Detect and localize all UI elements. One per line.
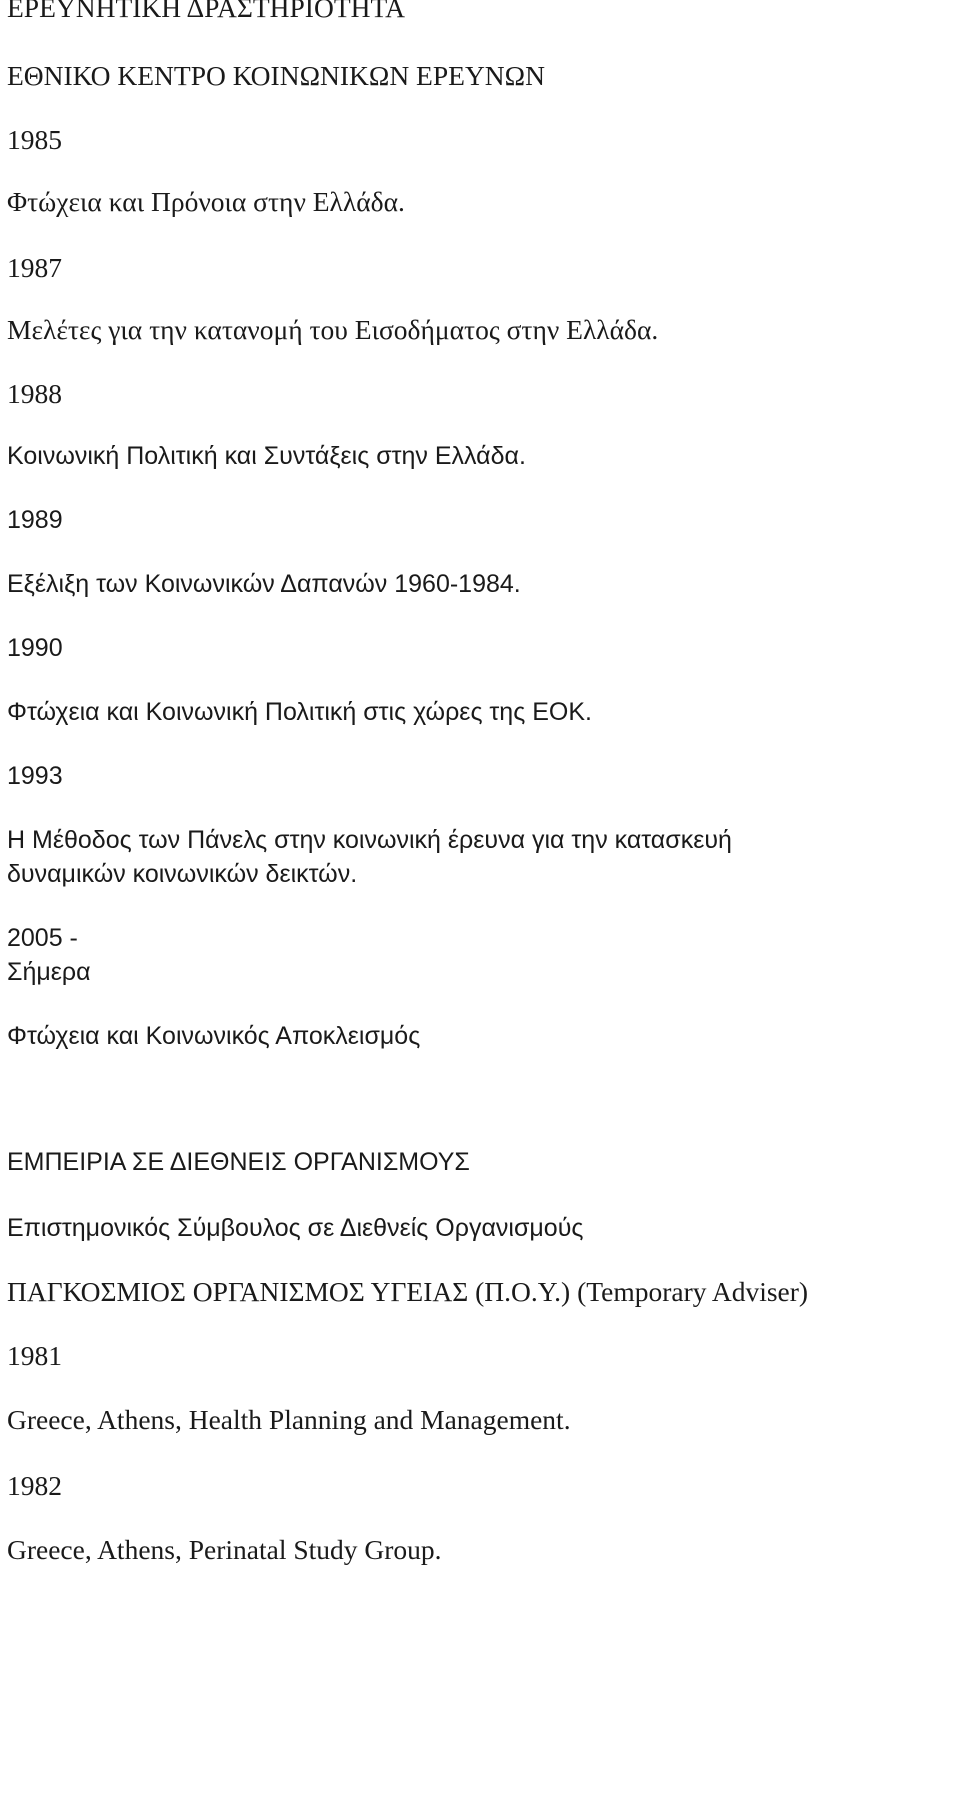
entry-year: 1989 [7,506,63,534]
section-heading-research: ΕΡΕΥΝΗΤΙΚΗ ΔΡΑΣΤΗΡΙΟΤΗΤΑ [7,0,405,23]
organization-who: ΠΑΓΚΟΣΜΙΟΣ ΟΡΓΑΝΙΣΜΟΣ ΥΓΕΙΑΣ (Π.Ο.Υ.) (Temporary Adviser) [7,1276,809,1307]
entry-year: 1988 [7,378,62,409]
entry-title: Μελέτες για την κατανομή του Εισοδήματος στην Ελλάδα. [7,314,659,345]
entry-title-line1: Η Μέθοδος των Πάνελς στην κοινωνική έρευνα για την κατασκευή [7,826,732,854]
section-heading-international: ΕΜΠΕΙΡΙΑ ΣΕ ΔΙΕΘΝΕΙΣ ΟΡΓΑΝΙΣΜΟΥΣ [7,1148,470,1176]
entry-title-line2: δυναμικών κοινωνικών δεικτών. [7,860,358,888]
entry-year: 1990 [7,634,63,662]
entry-year-line2: Σήμερα [7,958,91,986]
advisor-role: Επιστημονικός Σύμβουλος σε Διεθνείς Οργανισμούς [7,1214,584,1242]
entry-year-line1: 2005 - [7,924,78,952]
entry-title: Φτώχεια και Κοινωνική Πολιτική στις χώρες της ΕΟΚ. [7,698,592,726]
entry-year: 1982 [7,1470,62,1501]
entry-year: 1993 [7,762,63,790]
entry-title: Greece, Athens, Perinatal Study Group. [7,1534,442,1565]
entry-title: Φτώχεια και Πρόνοια στην Ελλάδα. [7,186,405,217]
entry-title: Φτώχεια και Κοινωνικός Αποκλεισμός [7,1022,421,1050]
entry-title: Greece, Athens, Health Planning and Management. [7,1404,571,1435]
organization-ekke: ΕΘΝΙΚΟ ΚΕΝΤΡΟ ΚΟΙΝΩΝΙΚΩΝ ΕΡΕΥΝΩΝ [7,60,545,91]
entry-title: Εξέλιξη των Κοινωνικών Δαπανών 1960-1984. [7,570,521,598]
entry-year: 1987 [7,252,62,283]
entry-title: Κοινωνική Πολιτική και Συντάξεις στην Ελλάδα. [7,442,526,470]
entry-year: 1981 [7,1340,62,1371]
entry-year: 1985 [7,124,62,155]
